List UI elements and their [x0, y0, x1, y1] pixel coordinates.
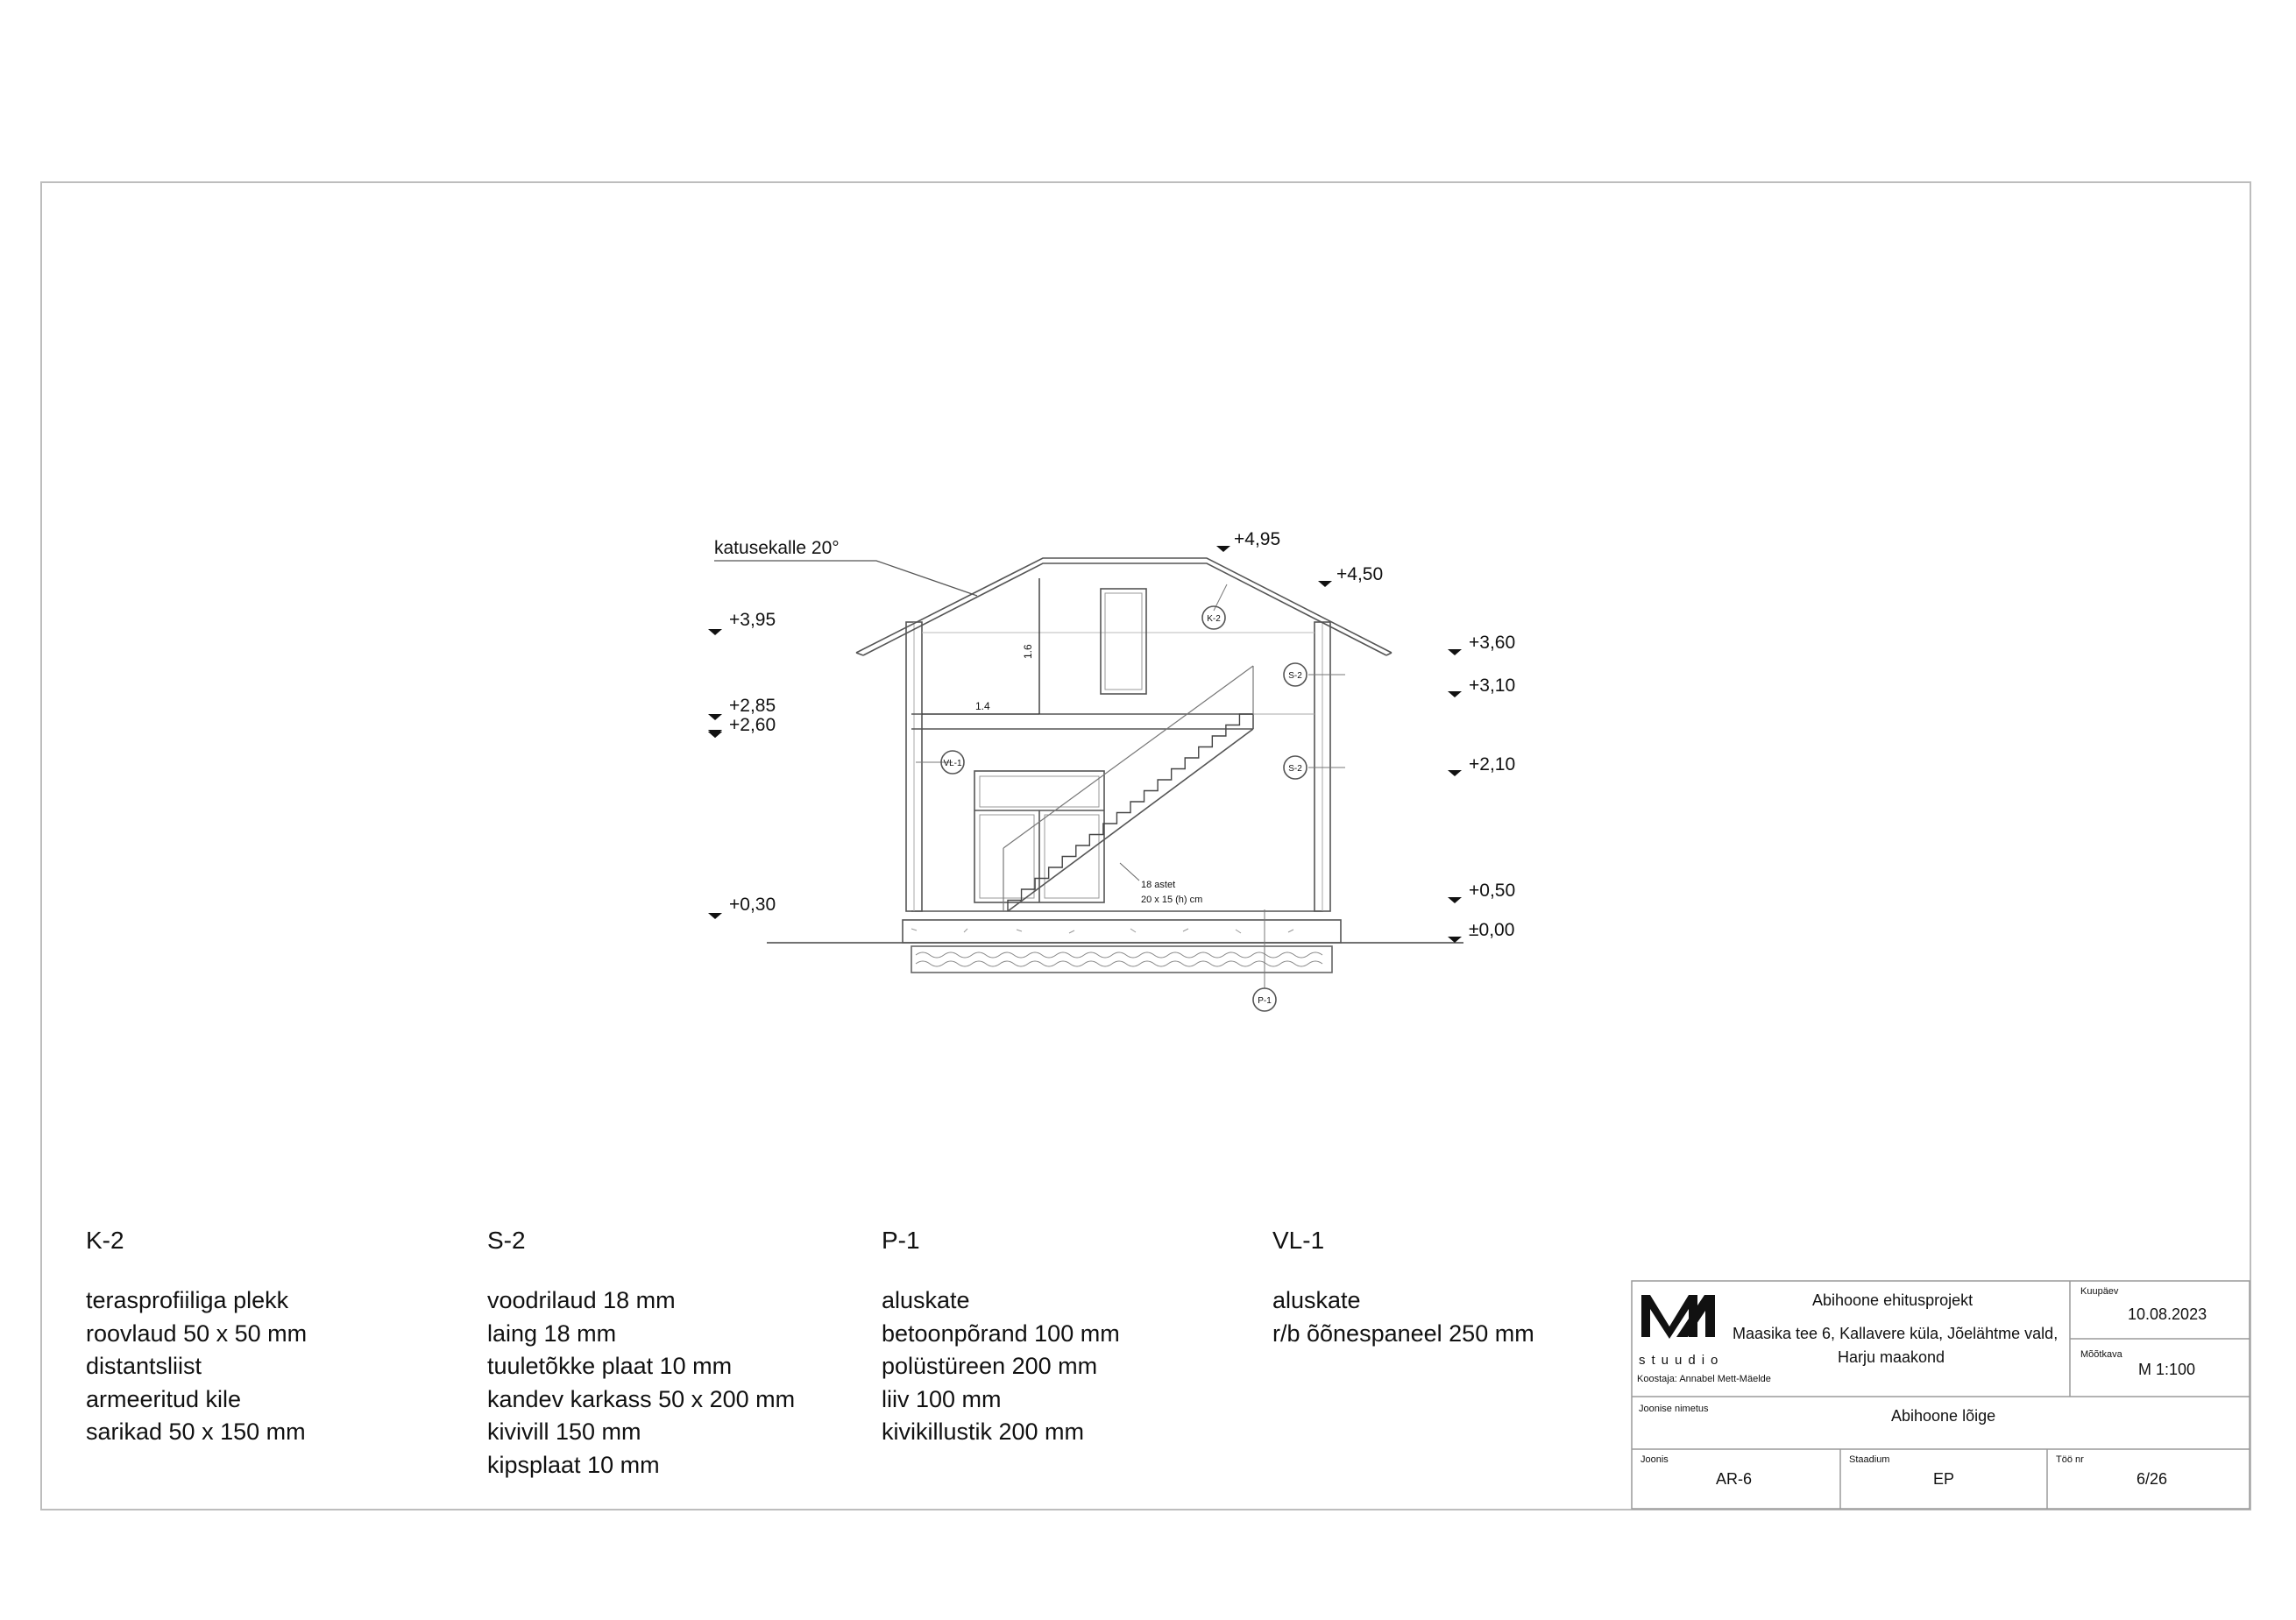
legend-item: sarikad 50 x 150 mm — [86, 1418, 306, 1445]
project-name: Abihoone ehitusprojekt — [1812, 1291, 1974, 1309]
drawing-name-label: Joonise nimetus — [1639, 1404, 1709, 1414]
stage-label: Staadium — [1849, 1454, 1890, 1465]
level-left-1: +2,85 — [729, 696, 776, 716]
legend-item: laing 18 mm — [487, 1319, 617, 1347]
legend-p1 — [882, 1227, 1120, 1449]
legend-item: roovlaud 50 x 50 mm — [86, 1319, 308, 1347]
legend-k2 — [86, 1227, 307, 1449]
date-value: 10.08.2023 — [2128, 1305, 2207, 1323]
legend-code: K-2 — [86, 1227, 124, 1254]
legend-item: kandev karkass 50 x 200 mm — [487, 1385, 796, 1412]
level-left-2: +2,60 — [729, 715, 776, 735]
author: Koostaja: Annabel Mett-Mäelde — [1637, 1374, 1771, 1384]
legend-code: S-2 — [487, 1227, 526, 1254]
level-right-2: +2,10 — [1469, 754, 1516, 775]
level-right-1: +3,10 — [1469, 676, 1516, 696]
legend-item: voodrilaud 18 mm — [487, 1287, 676, 1313]
dimension-height: 1.6 — [1022, 644, 1034, 659]
legend-code: P-1 — [882, 1227, 920, 1254]
sheet-frame — [41, 182, 2250, 1510]
legend-item: polüstüreen 200 mm — [882, 1353, 1098, 1379]
tag-s2-lower: S-2 — [1288, 764, 1302, 774]
stair-note-steps: 18 astet — [1141, 880, 1176, 890]
logo-subtitle: stuudio — [1639, 1353, 1725, 1368]
legend-code: VL-1 — [1272, 1227, 1325, 1254]
legend-item: kivivill 150 mm — [487, 1418, 641, 1445]
tag-k2: K-2 — [1207, 614, 1221, 624]
level-left-0: +3,95 — [729, 610, 776, 630]
address-line-2: Harju maakond — [1838, 1348, 1945, 1366]
date-label: Kuupäev — [2080, 1286, 2119, 1297]
stage-value: EP — [1933, 1470, 1955, 1488]
legend-item: betoonpõrand 100 mm — [882, 1319, 1120, 1347]
tag-vl1: VL-1 — [943, 759, 962, 768]
legend-item: armeeritud kile — [86, 1385, 242, 1412]
legend-item: aluskate — [882, 1287, 970, 1313]
section-drawing — [714, 558, 1463, 1011]
dimension-width: 1.4 — [975, 700, 990, 712]
level-right-0: +3,60 — [1469, 633, 1516, 653]
tag-s2-upper: S-2 — [1288, 671, 1302, 681]
tag-p1: P-1 — [1258, 996, 1272, 1006]
level-right-3: +0,50 — [1469, 881, 1516, 901]
legend-item: aluskate — [1272, 1287, 1361, 1313]
logo-letters: MA — [0, 0, 2, 1]
legend-vl1 — [1272, 1227, 1534, 1350]
legend-item: kipsplaat 10 mm — [487, 1451, 660, 1478]
scale-label: Mõõtkava — [2080, 1349, 2122, 1360]
drawing-name-value: Abihoone lõige — [1891, 1407, 1996, 1425]
sheet-label: Joonis — [1641, 1454, 1669, 1465]
job-label: Töö nr — [2056, 1454, 2084, 1465]
legend-item: terasprofiiliga plekk — [86, 1287, 289, 1313]
legend-item: distantsliist — [86, 1353, 202, 1379]
level-left-3: +0,30 — [729, 895, 776, 915]
legend-item: tuuletõkke plaat 10 mm — [487, 1353, 733, 1379]
legend-item: liiv 100 mm — [882, 1385, 1002, 1412]
roof-slope-note: katusekalle 20° — [714, 538, 840, 558]
scale-value: M 1:100 — [2138, 1361, 2196, 1378]
sheet-value: AR-6 — [1716, 1470, 1753, 1488]
level-right-4: ±0,00 — [1469, 920, 1515, 940]
level-markers — [708, 546, 1462, 943]
address-line-1: Maasika tee 6, Kallavere küla, Jõelähtme vald, — [1733, 1325, 2059, 1342]
legend-s2 — [487, 1227, 795, 1482]
job-value: 6/26 — [2137, 1470, 2168, 1488]
legend-item: kivikillustik 200 mm — [882, 1418, 1085, 1445]
legend-item: r/b õõnespaneel 250 mm — [1272, 1319, 1534, 1347]
level-top-1: +4,50 — [1336, 564, 1384, 584]
stair-note-size: 20 x 15 (h) cm — [1141, 895, 1203, 905]
level-top-0: +4,95 — [1234, 529, 1281, 549]
